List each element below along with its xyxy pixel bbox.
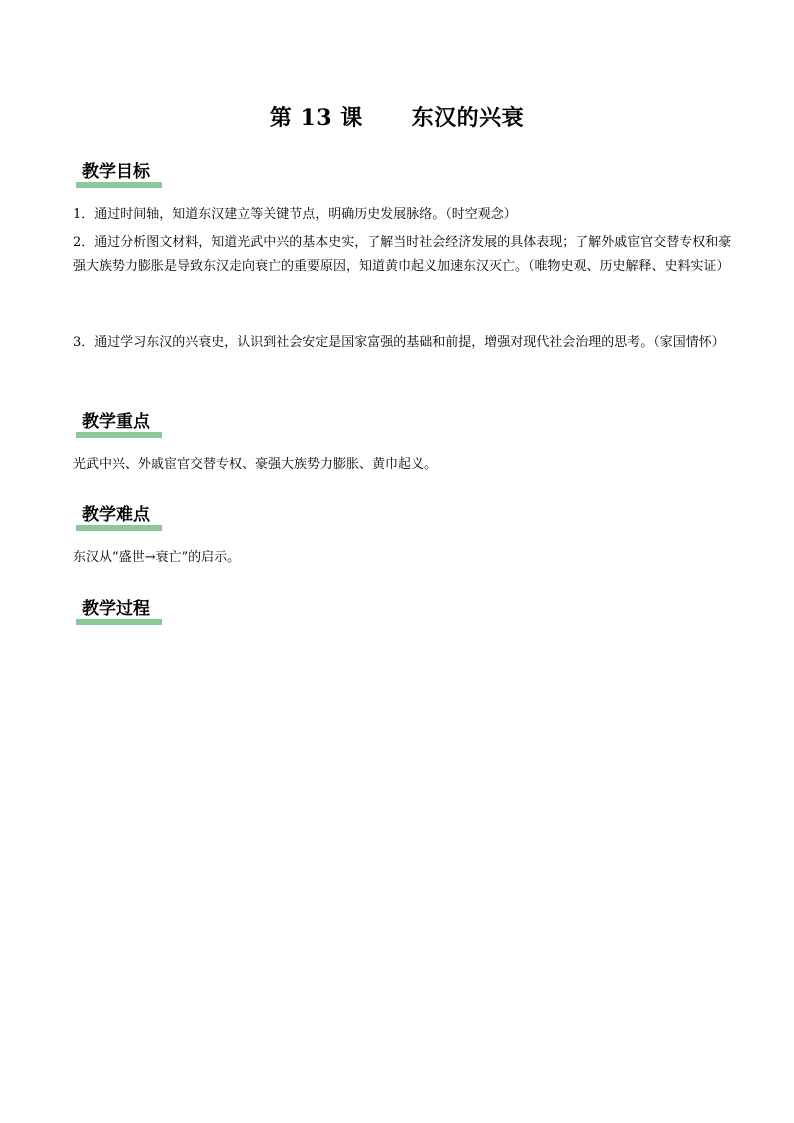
key-points-text: 光武中兴、外戚宦官交替专权、豪强大族势力膨胀、黄巾起义。 bbox=[73, 457, 438, 472]
objective-item-2: 2．通过分析图文材料，知道光武中兴的基本史实，了解当时社会经济发展的具体表现；了解外戚宦官交替专权和豪强大族势力膨胀是导致东汉走向衰亡的重要原因，知道黄巾起义加速东汉灭亡。（唯物史观、历史解释、史料实证） bbox=[73, 235, 732, 274]
section-heading-label: 教学重点 bbox=[82, 412, 150, 432]
section-heading-label: 教学过程 bbox=[82, 599, 150, 619]
objective-item-1: 1．通过时间轴，知道东汉建立等关键节点，明确历史发展脉络。（时空观念） bbox=[73, 207, 517, 222]
objective-item-3: 3．通过学习东汉的兴衰史，认识到社会安定是国家富强的基础和前提，增强对现代社会治理的思考。（家国情怀） bbox=[73, 335, 725, 350]
section-heading-label: 教学目标 bbox=[82, 162, 150, 182]
lesson-title: 第 13 课 东汉的兴衰 bbox=[269, 105, 525, 131]
difficulties-text: 东汉从“盛世→衰亡”的启示。 bbox=[73, 550, 241, 565]
section-heading-label: 教学难点 bbox=[82, 505, 150, 525]
